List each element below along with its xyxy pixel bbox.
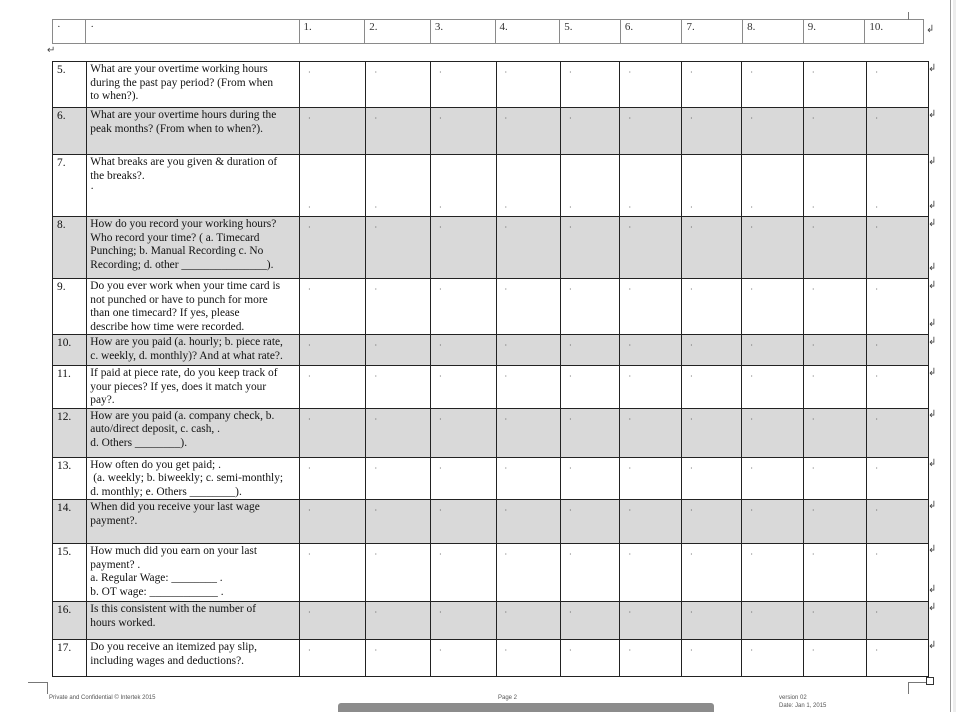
answer-cell[interactable]: · — [366, 217, 431, 279]
row-end-mark: ↲ — [928, 409, 937, 420]
question-number[interactable]: 7. — [53, 155, 87, 217]
question-row — [53, 62, 929, 108]
question-line: the breaks?. — [90, 169, 145, 182]
answer-cell[interactable]: · — [299, 602, 366, 640]
row-end-mark: ↲ — [928, 109, 937, 120]
answer-cell[interactable]: · — [430, 108, 496, 155]
answer-cell[interactable]: · — [681, 217, 741, 279]
column-header[interactable]: 5. — [560, 20, 621, 44]
row-end-mark: ↲ — [928, 544, 937, 555]
question-text[interactable] — [87, 366, 300, 409]
question-number[interactable]: 5. — [53, 62, 87, 108]
row-end-mark: ↲ — [928, 156, 937, 167]
answer-cell[interactable]: · — [561, 602, 620, 640]
answer-cell[interactable]: · — [803, 408, 867, 457]
question-row — [53, 640, 929, 677]
question-number[interactable]: 12. — [53, 408, 87, 457]
column-header[interactable]: 10. — [865, 20, 924, 44]
answer-cell[interactable]: · — [803, 366, 867, 409]
answer-cell[interactable]: · — [299, 500, 366, 544]
answer-cell[interactable]: · — [430, 335, 496, 366]
paragraph-mark: ↵ — [47, 45, 56, 56]
question-line: How often do you get paid; . — [90, 458, 221, 471]
answer-cell[interactable]: · — [496, 500, 561, 544]
question-line: than one timecard? If yes, please — [90, 307, 240, 319]
answer-cell[interactable]: · — [299, 335, 366, 366]
answer-cell[interactable]: · — [803, 640, 867, 677]
answer-cell[interactable]: · — [742, 457, 803, 500]
answer-cell[interactable]: · — [742, 602, 803, 640]
question-number[interactable]: 17. — [53, 640, 87, 677]
answer-cell[interactable]: · — [681, 366, 741, 409]
question-line: describe how time were recorded. — [90, 320, 245, 333]
question-line: c. weekly, d. monthly)? And at what rate?. — [90, 349, 283, 362]
question-line: to when?). — [90, 90, 139, 102]
answer-cell[interactable]: · — [299, 640, 366, 677]
question-row — [53, 500, 929, 544]
answer-cell[interactable]: · — [867, 335, 929, 366]
answer-cell[interactable]: · — [742, 108, 803, 155]
answer-cell[interactable]: · — [430, 366, 496, 409]
answer-cell[interactable]: · — [867, 155, 929, 217]
question-number[interactable]: 13. — [53, 457, 87, 500]
answer-cell[interactable]: · — [867, 108, 929, 155]
row-end-mark: ↲ — [928, 262, 937, 273]
answer-cell[interactable]: · — [430, 155, 496, 217]
question-text[interactable] — [87, 544, 300, 602]
question-line: (a. weekly; b. biweekly; c. semi-monthly; — [93, 472, 284, 484]
answer-cell[interactable]: · — [867, 279, 929, 335]
answer-cell[interactable]: · — [430, 640, 496, 677]
answer-cell[interactable]: · — [681, 279, 741, 335]
questionnaire-table — [52, 61, 929, 677]
row-end-mark: ↲ — [928, 367, 937, 378]
answer-cell[interactable]: · — [742, 366, 803, 409]
answer-cell[interactable]: · — [867, 640, 929, 677]
answer-cell[interactable]: · — [620, 366, 681, 409]
answer-cell[interactable]: · — [561, 62, 620, 108]
column-header[interactable]: 3. — [430, 20, 495, 44]
question-text[interactable] — [87, 108, 300, 155]
answer-cell[interactable]: · — [867, 217, 929, 279]
crop-mark — [28, 682, 48, 683]
question-line: during the past pay period? (From when — [90, 76, 274, 89]
question-line: How do you record your working hours? — [90, 218, 277, 230]
question-line: Punching; b. Manual Recording c. No — [90, 245, 264, 257]
answer-cell[interactable]: · — [366, 335, 431, 366]
question-line: a. Regular Wage: ________ . — [90, 572, 223, 584]
answer-cell[interactable]: · — [620, 62, 681, 108]
question-line: If paid at piece rate, do you keep track of — [90, 367, 278, 379]
question-text[interactable] — [87, 640, 300, 677]
answer-cell[interactable]: · — [366, 408, 431, 457]
answer-cell[interactable]: · — [620, 155, 681, 217]
row-end-mark: ↲ — [928, 584, 937, 595]
crop-mark — [47, 682, 48, 694]
answer-cell[interactable]: · — [681, 108, 741, 155]
question-number[interactable]: 16. — [53, 602, 87, 640]
answer-cell[interactable]: · — [561, 155, 620, 217]
row-end-mark: ↲ — [928, 458, 937, 469]
answer-cell[interactable]: · — [803, 544, 867, 602]
answer-cell[interactable]: · — [561, 544, 620, 602]
answer-cell[interactable]: · — [299, 108, 366, 155]
column-header[interactable]: 7. — [682, 20, 743, 44]
question-text[interactable] — [87, 335, 300, 366]
answer-cell[interactable]: · — [681, 155, 741, 217]
answer-cell[interactable]: · — [561, 640, 620, 677]
answer-cell[interactable]: · — [803, 335, 867, 366]
answer-cell[interactable]: · — [867, 544, 929, 602]
question-line: When did you receive your last wage — [90, 501, 260, 513]
question-line: What are your overtime hours during the — [90, 109, 277, 121]
row-end-mark: ↲ — [928, 318, 937, 329]
answer-cell[interactable]: · — [620, 335, 681, 366]
question-row — [53, 457, 929, 500]
answer-cell[interactable]: · — [299, 366, 366, 409]
answer-cell[interactable]: · — [803, 457, 867, 500]
question-line: How much did you earn on your last — [90, 545, 257, 557]
row-end-mark: ↲ — [928, 640, 937, 651]
answer-cell[interactable]: · — [561, 366, 620, 409]
answer-cell[interactable]: · — [430, 279, 496, 335]
row-end-mark: ↲ — [928, 500, 937, 511]
crop-mark — [908, 12, 909, 20]
question-line: Do you receive an itemized pay slip, — [90, 641, 257, 653]
answer-cell[interactable]: · — [867, 366, 929, 409]
answer-cell[interactable]: · — [867, 408, 929, 457]
answer-cell[interactable]: · — [681, 62, 741, 108]
answer-cell[interactable]: · — [803, 602, 867, 640]
answer-cell[interactable]: · — [620, 108, 681, 155]
answer-cell[interactable]: · — [561, 279, 620, 335]
answer-cell[interactable]: · — [430, 408, 496, 457]
answer-cell[interactable]: · — [496, 408, 561, 457]
answer-cell[interactable]: · — [681, 457, 741, 500]
answer-cell[interactable]: · — [620, 217, 681, 279]
question-text[interactable] — [87, 457, 300, 500]
answer-cell[interactable]: · — [299, 457, 366, 500]
answer-cell[interactable]: · — [620, 500, 681, 544]
row-end-mark: ↲ — [928, 200, 937, 211]
answer-cell[interactable]: · — [742, 408, 803, 457]
answer-cell[interactable]: · — [299, 279, 366, 335]
footer-date: Date: Jan 1, 2015 — [779, 703, 827, 709]
answer-cell[interactable]: · — [496, 602, 561, 640]
answer-cell[interactable]: · — [430, 602, 496, 640]
question-line: payment? . — [90, 558, 141, 571]
answer-cell[interactable]: · — [430, 544, 496, 602]
question-text[interactable] — [87, 62, 300, 108]
page-edge — [950, 0, 951, 712]
question-number[interactable]: 11. — [53, 366, 87, 409]
question-line: b. OT wage: ____________ . — [90, 585, 224, 598]
question-row — [53, 408, 929, 457]
question-line: What are your overtime working hours — [90, 63, 268, 75]
answer-cell[interactable]: · — [742, 640, 803, 677]
answer-cell[interactable]: · — [496, 62, 561, 108]
question-row — [53, 335, 929, 366]
answer-cell[interactable]: · — [620, 544, 681, 602]
footer-page-number: Page 2 — [498, 695, 518, 701]
question-row — [53, 108, 929, 155]
answer-cell[interactable]: · — [867, 500, 929, 544]
question-number[interactable]: 10. — [53, 335, 87, 366]
question-text[interactable] — [87, 155, 300, 217]
question-line: d. Others ________). — [90, 436, 188, 449]
answer-cell[interactable]: · — [299, 62, 366, 108]
answer-cell[interactable]: · — [430, 62, 496, 108]
header-cell-blank[interactable]: · — [86, 20, 299, 44]
question-line: hours worked. — [90, 616, 156, 629]
column-header[interactable]: 4. — [495, 20, 560, 44]
answer-cell[interactable]: · — [366, 500, 431, 544]
answer-cell[interactable]: · — [496, 457, 561, 500]
answer-cell[interactable]: · — [742, 217, 803, 279]
question-row — [53, 366, 929, 409]
answer-cell[interactable]: · — [742, 279, 803, 335]
answer-cell[interactable]: · — [620, 279, 681, 335]
answer-cell[interactable]: · — [299, 155, 366, 217]
answer-cell[interactable]: · — [803, 217, 867, 279]
row-end-mark: ↲ — [928, 280, 937, 291]
question-line: What breaks are you given & duration of — [90, 156, 278, 168]
answer-cell[interactable]: · — [867, 457, 929, 500]
answer-cell[interactable]: · — [803, 155, 867, 217]
answer-cell[interactable]: · — [620, 640, 681, 677]
answer-cell[interactable]: · — [561, 408, 620, 457]
answer-cell[interactable]: · — [366, 544, 431, 602]
answer-cell[interactable]: · — [867, 602, 929, 640]
question-line: including wages and deductions?. — [90, 654, 245, 667]
answer-cell[interactable]: · — [620, 408, 681, 457]
answer-cell[interactable]: · — [620, 602, 681, 640]
row-end-mark: ↲ — [928, 602, 937, 613]
answer-cell[interactable]: · — [742, 335, 803, 366]
answer-cell[interactable]: · — [681, 335, 741, 366]
answer-cell[interactable]: · — [742, 62, 803, 108]
question-text[interactable] — [87, 408, 300, 457]
answer-cell[interactable]: · — [496, 335, 561, 366]
question-line: payment?. — [90, 514, 138, 527]
answer-cell[interactable]: · — [366, 457, 431, 500]
question-number[interactable]: 15. — [53, 544, 87, 602]
answer-cell[interactable]: · — [620, 457, 681, 500]
answer-cell[interactable]: · — [366, 108, 431, 155]
answer-cell[interactable]: · — [742, 500, 803, 544]
row-end-mark: ↲ — [928, 336, 937, 347]
answer-cell[interactable]: · — [496, 108, 561, 155]
question-line: pay?. — [90, 394, 115, 406]
answer-cell[interactable]: · — [742, 155, 803, 217]
question-text[interactable] — [87, 602, 300, 640]
answer-cell[interactable]: · — [803, 62, 867, 108]
question-text[interactable] — [87, 217, 300, 279]
column-header[interactable]: 9. — [803, 20, 865, 44]
question-row — [53, 279, 929, 335]
answer-cell[interactable]: · — [299, 217, 366, 279]
answer-cell[interactable]: · — [430, 457, 496, 500]
answer-cell[interactable]: · — [681, 544, 741, 602]
header-table — [52, 19, 924, 44]
column-header[interactable]: 2. — [365, 20, 431, 44]
answer-cell[interactable]: · — [366, 155, 431, 217]
question-line: Do you ever work when your time card is — [90, 280, 281, 292]
question-number[interactable]: 8. — [53, 217, 87, 279]
question-line: Who record your time? ( a. Timecard — [90, 231, 260, 244]
answer-cell[interactable]: · — [430, 217, 496, 279]
answer-cell[interactable]: · — [561, 457, 620, 500]
question-text[interactable] — [87, 279, 300, 335]
answer-cell[interactable]: · — [299, 544, 366, 602]
answer-cell[interactable]: · — [561, 108, 620, 155]
question-row — [53, 155, 929, 217]
answer-cell[interactable]: · — [742, 544, 803, 602]
question-row — [53, 602, 929, 640]
answer-cell[interactable]: · — [561, 500, 620, 544]
answer-cell[interactable]: · — [803, 279, 867, 335]
question-row — [53, 217, 929, 279]
row-end-mark: ↲ — [926, 24, 935, 35]
answer-cell[interactable]: · — [496, 217, 561, 279]
row-end-mark: ↲ — [928, 218, 937, 229]
answer-cell[interactable]: · — [366, 602, 431, 640]
answer-cell[interactable]: · — [430, 500, 496, 544]
question-number[interactable]: 9. — [53, 279, 87, 335]
question-line: · — [90, 183, 95, 195]
question-row — [53, 544, 929, 602]
crop-mark — [908, 682, 909, 694]
question-line: d. monthly; e. Others ________). — [90, 485, 242, 498]
column-header[interactable]: 1. — [299, 20, 365, 44]
question-number[interactable]: 14. — [53, 500, 87, 544]
crop-mark — [908, 682, 928, 683]
answer-cell[interactable]: · — [681, 602, 741, 640]
answer-cell[interactable]: · — [496, 366, 561, 409]
header-row — [53, 20, 924, 44]
column-header[interactable]: 6. — [620, 20, 682, 44]
answer-cell[interactable]: · — [803, 108, 867, 155]
answer-cell[interactable]: · — [366, 279, 431, 335]
answer-cell[interactable]: · — [366, 640, 431, 677]
question-line: your pieces? If yes, does it match your — [90, 380, 267, 393]
question-line: Recording; d. other _______________). — [90, 258, 274, 271]
question-line: How are you paid (a. hourly; b. piece rate, — [90, 336, 283, 348]
question-text[interactable] — [87, 500, 300, 544]
question-line: not punched or have to punch for more — [90, 293, 268, 306]
answer-cell[interactable]: · — [561, 335, 620, 366]
answer-cell[interactable]: · — [496, 279, 561, 335]
column-header[interactable]: 8. — [743, 20, 804, 44]
footer-version: version 02 — [779, 695, 807, 701]
answer-cell[interactable]: · — [366, 366, 431, 409]
header-cell-blank[interactable]: · — [53, 20, 86, 44]
answer-cell[interactable]: · — [496, 640, 561, 677]
answer-cell[interactable]: · — [681, 500, 741, 544]
answer-cell[interactable]: · — [496, 155, 561, 217]
question-number[interactable]: 6. — [53, 108, 87, 155]
question-line: Is this consistent with the number of — [90, 603, 257, 615]
question-line: peak months? (From when to when?). — [90, 122, 263, 135]
question-line: auto/direct deposit, c. cash, . — [90, 423, 220, 435]
row-end-mark: ↲ — [928, 63, 937, 74]
answer-cell[interactable]: · — [561, 217, 620, 279]
answer-cell[interactable]: · — [299, 408, 366, 457]
horizontal-scrollbar[interactable] — [338, 703, 714, 712]
answer-cell[interactable]: · — [496, 544, 561, 602]
answer-cell[interactable]: · — [681, 408, 741, 457]
answer-cell[interactable]: · — [681, 640, 741, 677]
answer-cell[interactable]: · — [803, 500, 867, 544]
answer-cell[interactable]: · — [366, 62, 431, 108]
footer-confidential: Private and Confidential © Intertek 2015 — [49, 695, 156, 701]
answer-cell[interactable]: · — [867, 62, 929, 108]
resize-handle[interactable] — [926, 677, 934, 685]
question-line: How are you paid (a. company check, b. — [90, 409, 275, 422]
